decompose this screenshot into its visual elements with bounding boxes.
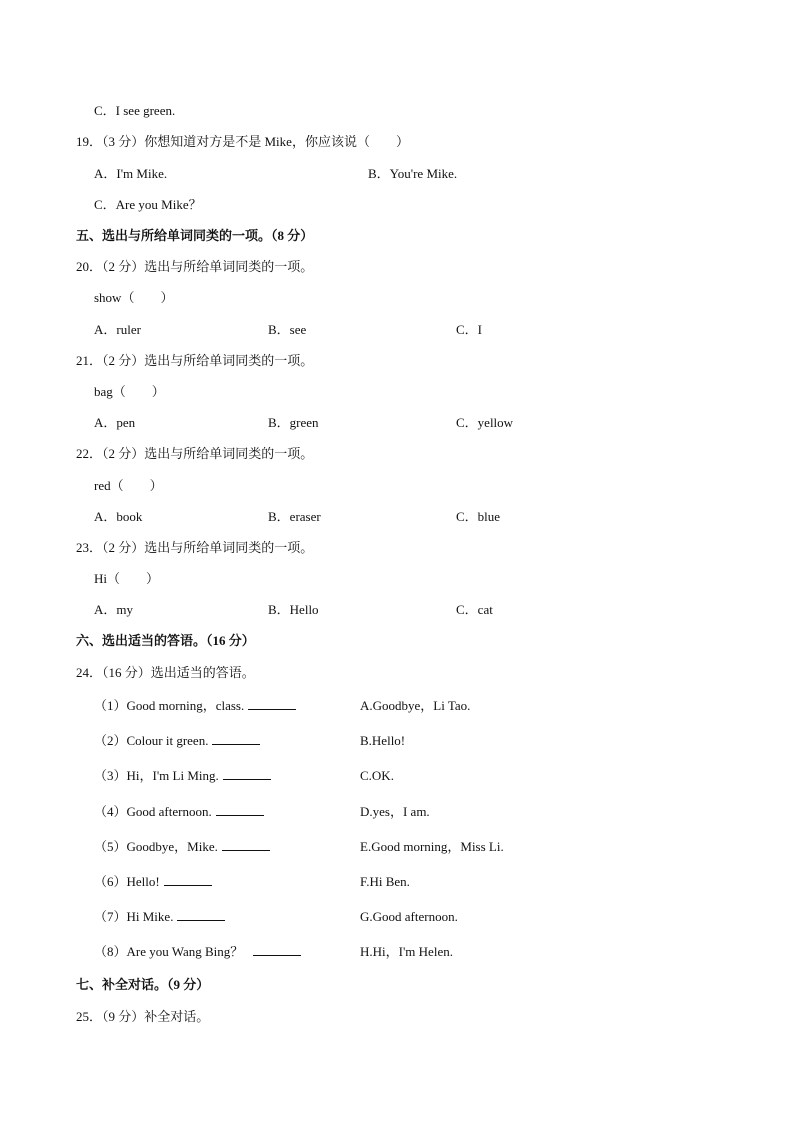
q20-option-a: A．ruler <box>94 322 141 337</box>
q24-prompt-text: （4）Good afternoon. <box>94 804 212 819</box>
q24-response-b: B.Hello! <box>360 733 406 748</box>
answer-blank[interactable] <box>216 804 264 816</box>
q20-option-b: B．see <box>268 322 307 337</box>
q20-word: show（ ） <box>94 290 174 305</box>
q24-response-c: C.OK. <box>360 768 394 783</box>
q24-stem: 24．（16 分）选出适当的答语。 <box>76 665 255 680</box>
q23-option-c: C．cat <box>456 602 493 617</box>
answer-blank[interactable] <box>223 768 271 780</box>
q21-word: bag（ ） <box>94 384 165 399</box>
q24-prompt-2 <box>94 733 260 749</box>
q20-stem: 20．（2 分）选出与所给单词同类的一项。 <box>76 259 314 274</box>
q24-prompt-1 <box>94 698 296 714</box>
q24-response-g: G.Good afternoon. <box>360 909 458 924</box>
q20-option-c: C．I <box>456 322 483 337</box>
q24-response-h: H.Hi，I'm Helen. <box>360 944 453 959</box>
q24-prompt-text: （5）Goodbye，Mike. <box>94 839 218 854</box>
q23-option-b: B．Hello <box>268 602 319 617</box>
q24-prompt-6 <box>94 874 212 890</box>
q25-stem: 25．（9 分）补全对话。 <box>76 1009 210 1024</box>
answer-blank[interactable] <box>177 909 225 921</box>
q24-prompt-text: （2）Colour it green. <box>94 733 209 748</box>
q24-prompt-text: （3）Hi，I'm Li Ming. <box>94 768 219 783</box>
q21-stem: 21．（2 分）选出与所给单词同类的一项。 <box>76 353 314 368</box>
q24-prompt-3 <box>94 768 271 784</box>
q22-stem: 22．（2 分）选出与所给单词同类的一项。 <box>76 446 314 461</box>
q19-option-a: A．I'm Mike. <box>94 166 168 181</box>
q24-response-f: F.Hi Ben. <box>360 874 410 889</box>
q22-option-c: C．blue <box>456 509 501 524</box>
answer-blank[interactable] <box>222 839 270 851</box>
section-5-title: 五、选出与所给单词同类的一项。（8 分） <box>76 228 314 243</box>
q21-option-c: C．yellow <box>456 415 514 430</box>
answer-blank[interactable] <box>248 698 296 710</box>
q23-word: Hi（ ） <box>94 571 160 586</box>
q24-response-e: E.Good morning，Miss Li. <box>360 839 504 854</box>
q24-prompt-4 <box>94 804 264 820</box>
q24-prompt-8 <box>94 944 301 960</box>
q22-option-a: A．book <box>94 509 143 524</box>
q24-prompt-text: （7）Hi Mike. <box>94 909 174 924</box>
q24-prompt-text: （8）Are you Wang Bing？ <box>94 944 244 959</box>
answer-blank[interactable] <box>164 874 212 886</box>
q21-option-b: B．green <box>268 415 319 430</box>
q24-prompt-text: （6）Hello! <box>94 874 160 889</box>
q24-prompt-7 <box>94 909 225 925</box>
q19-option-c: C．Are you Mike？ <box>94 197 202 212</box>
q22-option-b: B．eraser <box>268 509 321 524</box>
section-6-title: 六、选出适当的答语。（16 分） <box>76 633 255 648</box>
q24-response-d: D.yes，I am. <box>360 804 430 819</box>
q23-option-a: A．my <box>94 602 134 617</box>
q18-option-c: C．I see green. <box>94 103 176 118</box>
q24-prompt-text: （1）Good morning，class. <box>94 698 245 713</box>
q19-stem: 19．（3 分）你想知道对方是不是 Mike，你应该说（ ） <box>76 134 409 149</box>
q22-word: red（ ） <box>94 478 163 493</box>
q19-option-b: B．You're Mike. <box>368 166 458 181</box>
section-7-title: 七、补全对话。（9 分） <box>76 977 210 992</box>
q23-stem: 23．（2 分）选出与所给单词同类的一项。 <box>76 540 314 555</box>
answer-blank[interactable] <box>212 733 260 745</box>
q24-prompt-5 <box>94 839 270 855</box>
q24-response-a: A.Goodbye，Li Tao. <box>360 698 471 713</box>
q21-option-a: A．pen <box>94 415 136 430</box>
answer-blank[interactable] <box>253 944 301 956</box>
